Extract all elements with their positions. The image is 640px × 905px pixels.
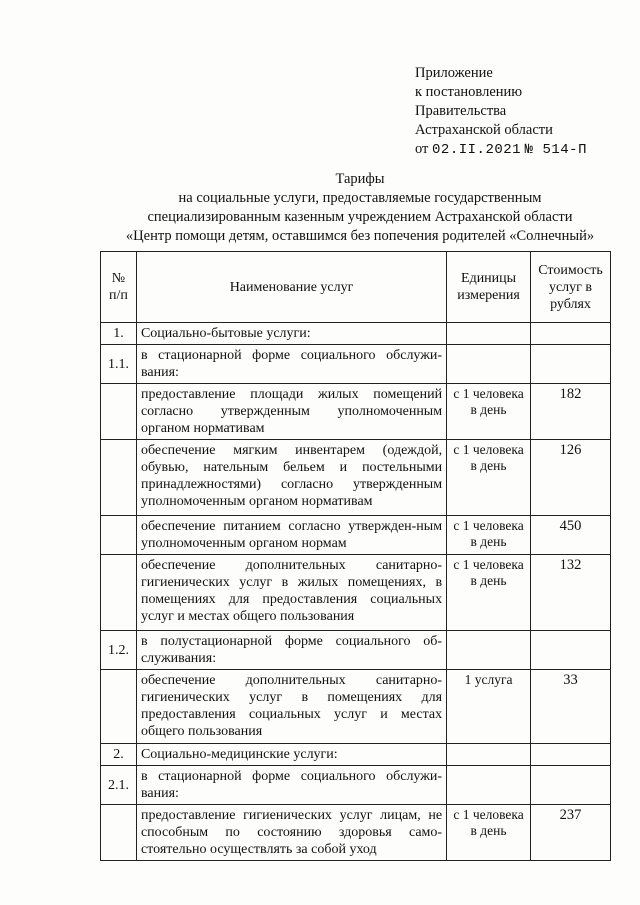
row-num [101, 516, 137, 555]
row-unit [447, 766, 531, 805]
table-row [101, 384, 611, 440]
table-row [101, 744, 611, 766]
title-line-3: специализированным казенным учреждением Астраханской области [147, 209, 573, 225]
row-unit: с 1 человека в день [447, 555, 531, 631]
row-num: 1.2. [101, 631, 137, 670]
row-unit [447, 345, 531, 384]
appendix-line-3: Правительства [415, 103, 507, 119]
table-row [101, 516, 611, 555]
table-row [101, 766, 611, 805]
decree-number: № 514-П [524, 142, 587, 158]
tariffs-table [100, 251, 611, 861]
row-num: 2. [101, 744, 137, 766]
row-cost: 33 [531, 670, 611, 744]
row-desc: обеспечение дополнительных санитарно-гигиенических услуг в помещениях для предоставления социальных услуг и местах общего пользования [136, 670, 446, 744]
table-row [101, 323, 611, 345]
title-line-1: Тарифы [335, 171, 385, 187]
row-unit [447, 631, 531, 670]
appendix-block [415, 64, 587, 160]
table-row [101, 345, 611, 384]
table-row [101, 440, 611, 516]
row-num: 2.1. [101, 766, 137, 805]
decree-date: 02.II.2021 [432, 142, 522, 158]
row-cost [531, 744, 611, 766]
row-num [101, 384, 137, 440]
row-cost: 237 [531, 805, 611, 861]
row-num [101, 670, 137, 744]
row-unit: с 1 человека в день [447, 516, 531, 555]
row-cost: 450 [531, 516, 611, 555]
row-num: 1.1. [101, 345, 137, 384]
header-num: № п/п [101, 252, 137, 323]
header-unit: Единицы измерения [447, 252, 531, 323]
row-desc: предоставление площади жилых помещений согласно утвержденным уполномоченным органом нормативам [136, 384, 446, 440]
table-row [101, 670, 611, 744]
row-desc: Социально-медицинские услуги: [136, 744, 446, 766]
table-row [101, 555, 611, 631]
appendix-line-4: Астраханской области [415, 122, 553, 138]
row-desc: предоставление гигиенических услуг лицам, не способным по состоянию здоровья само-стоятельно осуществлять за собой уход [136, 805, 446, 861]
appendix-line-1: Приложение [415, 65, 493, 81]
row-desc: обеспечение дополнительных санитарно-гигиенических услуг в жилых помещениях, в помещениях для предоставления социальных услуг и местах общего пользования [136, 555, 446, 631]
header-cost: Стоимость услуг в рублях [531, 252, 611, 323]
row-desc: обеспечение мягким инвентарем (одеждой, обувью, нательным бельем и постельными принадлежностями) согласно утвержденным уполномоченным органом нормативам [136, 440, 446, 516]
row-desc: в стационарной форме социального обслужи-вания: [136, 345, 446, 384]
row-desc: Социально-бытовые услуги: [136, 323, 446, 345]
row-desc: в стационарной форме социального обслужи-вания: [136, 766, 446, 805]
title-line-4: «Центр помощи детям, оставшимся без попечения родителей «Солнечный» [125, 228, 595, 244]
header-name: Наименование услуг [136, 252, 446, 323]
row-num [101, 555, 137, 631]
appendix-line-2: к постановлению [415, 84, 523, 100]
row-desc: обеспечение питанием согласно утвержден-ным уполномоченным органом нормам [136, 516, 446, 555]
row-cost [531, 766, 611, 805]
row-cost: 182 [531, 384, 611, 440]
row-num [101, 805, 137, 861]
table-row [101, 805, 611, 861]
date-prefix: от [415, 141, 429, 157]
row-cost: 126 [531, 440, 611, 516]
row-desc: в полустационарной форме социального об-служивания: [136, 631, 446, 670]
row-unit: с 1 человека в день [447, 440, 531, 516]
row-unit [447, 323, 531, 345]
row-cost [531, 631, 611, 670]
row-num: 1. [101, 323, 137, 345]
row-num [101, 440, 137, 516]
appendix-date-line [415, 140, 587, 160]
row-cost [531, 323, 611, 345]
document-title [100, 170, 620, 246]
row-cost [531, 345, 611, 384]
title-line-2: на социальные услуги, предоставляемые государственным [178, 190, 542, 206]
row-cost: 132 [531, 555, 611, 631]
table-header-row [101, 252, 611, 323]
table-row [101, 631, 611, 670]
row-unit: с 1 человека в день [447, 805, 531, 861]
row-unit: 1 услуга [447, 670, 531, 744]
row-unit: с 1 человека в день [447, 384, 531, 440]
row-unit [447, 744, 531, 766]
